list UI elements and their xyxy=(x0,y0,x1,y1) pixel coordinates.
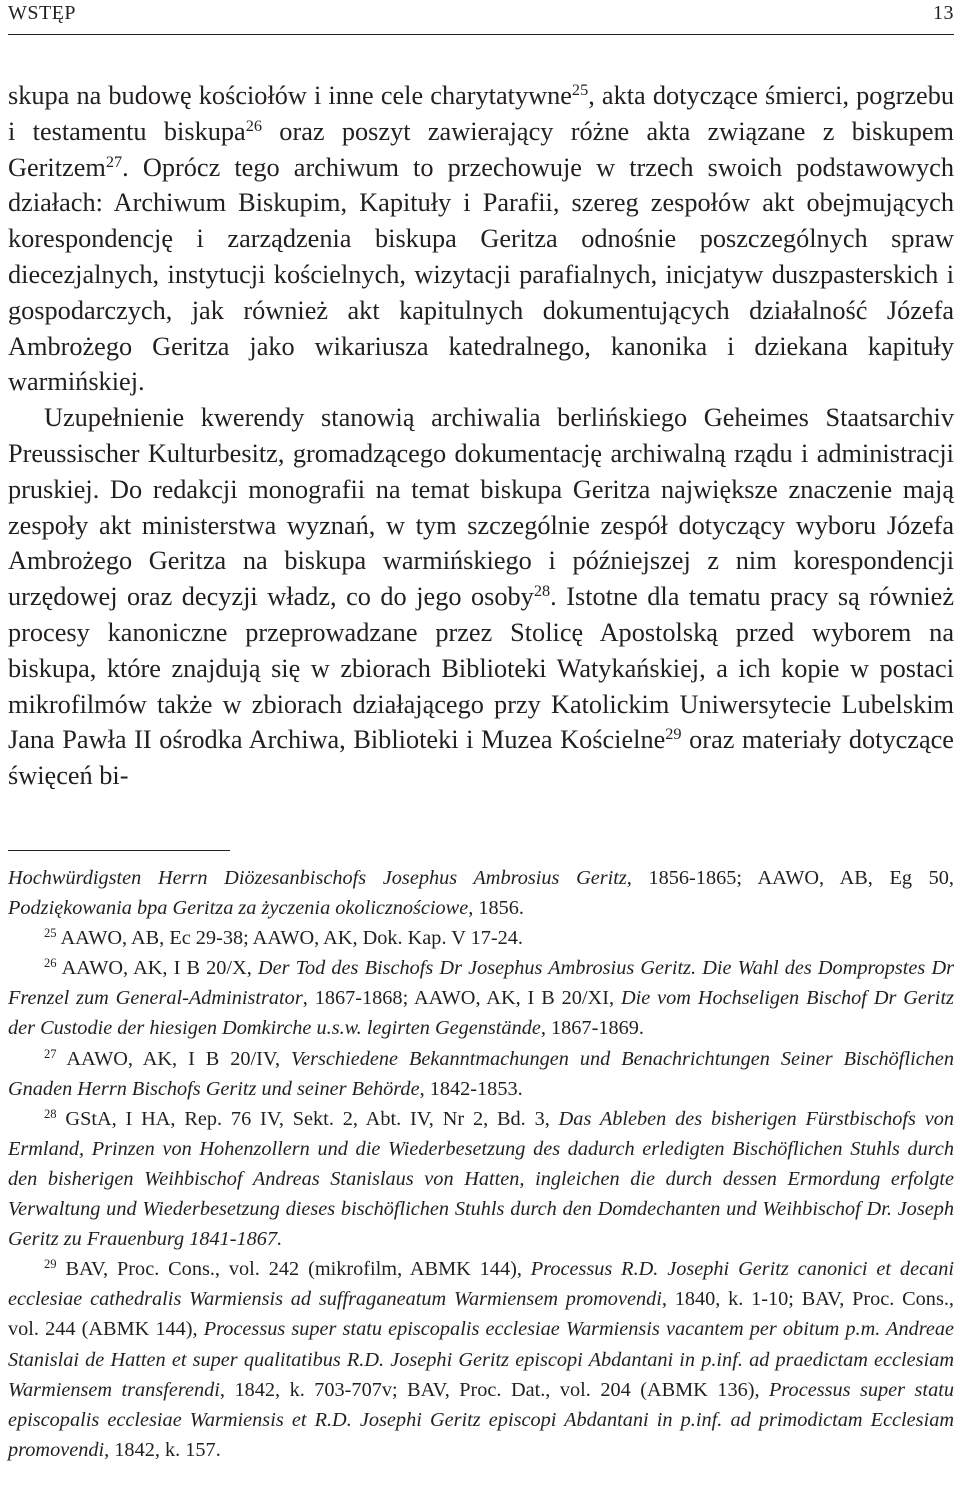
text-run: AAWO, AK, I B 20/IV, xyxy=(56,1047,291,1070)
text-run: , 1842, k. 703-707v; BAV, Proc. Dat., vol. 204 (ABMK 136), xyxy=(219,1378,770,1401)
paragraph xyxy=(8,78,954,400)
italic-title: Die vom Hochseligen Bischof Dr Geritz der Custodie der hiesigen Domkirche u.s.w. legirten Gegenstände xyxy=(8,987,954,1040)
footnote-ref: 29 xyxy=(44,1257,57,1272)
running-header xyxy=(8,2,954,30)
footnote-ref: 26 xyxy=(44,956,57,971)
text-run: , 1867-1868; AAWO, AK, I B 20/XI, xyxy=(302,987,621,1010)
footnote-ref: 26 xyxy=(245,115,262,135)
footnote-26 xyxy=(8,953,954,1043)
text-run: AAWO, AB, Ec 29-38; AAWO, AK, Dok. Kap. V 17-24. xyxy=(56,927,523,950)
text-run: , 1867-1869. xyxy=(540,1017,644,1040)
footnote-ref: 25 xyxy=(44,926,57,941)
italic-title: Processus R.D. Josephi Geritz canonici et decani ecclesiae cathedralis Warmiensis ad suffraganeatum Warmiensem promovendi xyxy=(8,1258,954,1311)
text-run: oraz materiały dotyczące święceń bi- xyxy=(8,725,954,791)
footnote-25 xyxy=(8,923,954,953)
text-run: skupa na budowę kościołów i inne cele charytatywne xyxy=(8,81,572,110)
footnotes xyxy=(8,863,954,1465)
text-run: GStA, I HA, Rep. 76 IV, Sekt. 2, Abt. IV, Nr 2, Bd. 3, xyxy=(56,1107,559,1130)
text-run: BAV, Proc. Cons., vol. 242 (mikrofilm, ABMK 144), xyxy=(56,1258,531,1281)
header-rule xyxy=(8,34,954,35)
text-run: Uzupełnienie kwerendy stanowią archiwalia berlińskiego Geheimes Staatsarchiv Preussischer Kulturbesitz, gromadzącego dokumentację archiwalną rządu i administracji pruskiej. Do redakcji monografii na temat biskupa Geritza największe znaczenie mają zespoły akt ministerstwa wyznań, w tym szczególnie zespół dotyczący wyboru Józefa Ambrożego Geritza na biskupa warmińskiego i późniejszej z nim korespondencji urzędowej oraz decyzji władz, co do jego osoby xyxy=(8,403,954,612)
italic-title: Der Tod des Bischofs Dr Josephus Ambrosius Geritz. Die Wahl des Dompropstes Dr Frenzel zum General-Administrator xyxy=(8,957,954,1010)
footnote-ref: 27 xyxy=(105,151,123,171)
footnote-ref: 29 xyxy=(665,724,682,744)
footnote-ref: 28 xyxy=(533,581,551,601)
footnote-rule xyxy=(8,850,230,851)
footnote-29 xyxy=(8,1254,954,1465)
book-page xyxy=(8,0,954,1500)
main-text xyxy=(8,78,954,794)
italic-title: Podziękowania bpa Geritza za życzenia okolicznościowe xyxy=(8,897,469,920)
text-run: oraz poszyt zawierający różne akta związane z biskupem Geritzem xyxy=(8,116,954,182)
text-run: , 1856-1865; AAWO, AB, Eg 50, xyxy=(626,867,954,889)
italic-title: Hochwürdigsten Herrn Diözesanbischofs Josephus Ambrosius Geritz xyxy=(8,867,627,889)
text-run: , akta dotyczące śmierci, pogrzebu i testamentu biskupa xyxy=(8,81,954,146)
text-run: , 1856. xyxy=(468,897,524,920)
italic-title: Das Ableben des bisherigen Fürstbischofs von Ermland, Prinzen von Hohenzollern und die Wiederbesetzung des dadurch erledigten Bischöflichen Stuhls durch den bisherigen Weihbischof Andreas Stanislaus von Hatten, ingleichen die durch dessen Ermordung erfolgte Verwaltung und Wiederbesetzung dieses bischöflichen Stuhls durch den Domdechanten und Weihbischof Dr. Joseph Geritz zu Frauenburg 1841-1867. xyxy=(8,1107,955,1251)
paragraph xyxy=(8,400,954,794)
footnote-ref: 28 xyxy=(44,1106,57,1121)
italic-title: Processus super statu episcopalis ecclesiae Warmiensis vacantem per obitum p.m. Andreae Stanislai de Hatten et super qualitatibus R.D. Josephi Geritz episcopi Abdantani in p.inf. ad praedictam ecclesiam Warmiensem transferendi xyxy=(8,1318,955,1401)
footnote-28 xyxy=(8,1104,954,1254)
italic-title: Processus super statu episcopalis ecclesiae Warmiensis et R.D. Josephi Geritz episcopi Abdantani in p.inf. ad primodictam Ecclesiam promovendi xyxy=(8,1378,954,1461)
text-run: , 1840, k. 1-10; BAV, Proc. Cons., vol. 244 (ABMK 144), xyxy=(8,1288,954,1341)
footnote-continuation xyxy=(8,863,954,923)
chapter-title: WSTĘP xyxy=(8,2,77,24)
footnote-ref: 25 xyxy=(571,80,589,100)
footnote-ref: 27 xyxy=(44,1046,57,1061)
page-number: 13 xyxy=(933,2,954,24)
text-run: . Istotne dla tematu pracy są również procesy kanoniczne przeprowadzane przez Stolicę Apostolską przed wyborem na biskupa, które znajdują się w zbiorach Biblioteki Watykańskiej, a ich kopie w postaci mikrofilmów także w zbiorach działającego przy Katolickim Uniwersytecie Lubelskim Jana Pawła II ośrodka Archiwa, Biblioteki i Muzea Kościelne xyxy=(8,582,954,755)
footnote-27 xyxy=(8,1044,954,1104)
text-run: , 1842, k. 157. xyxy=(104,1438,221,1461)
text-run: . Oprócz tego archiwum to przechowuje w trzech swoich podstawowych działach: Archiwum Biskupim, Kapituły i Parafii, szereg zespołów akt obejmujących korespondencję i zarządzenia biskupa Geritza odnośnie poszczególnych spraw diecezjalnych, instytucji kościelnych, wizytacji parafialnych, inicjatyw duszpasterskich i gospodarczych, jak również akt kapitulnych dokumentujących działalność Józefa Ambrożego Geritza jako wikariusza katedralnego, kanonika i dziekana kapituły warmińskiej. xyxy=(8,152,954,397)
text-run: AAWO, AK, I B 20/X, xyxy=(56,957,258,980)
italic-title: Verschiedene Bekanntmachungen und Benachrichtungen Seiner Bischöflichen Gnaden Herrn Bischofs Geritz und seiner Behörde xyxy=(8,1047,954,1100)
text-run: , 1842-1853. xyxy=(419,1077,523,1100)
